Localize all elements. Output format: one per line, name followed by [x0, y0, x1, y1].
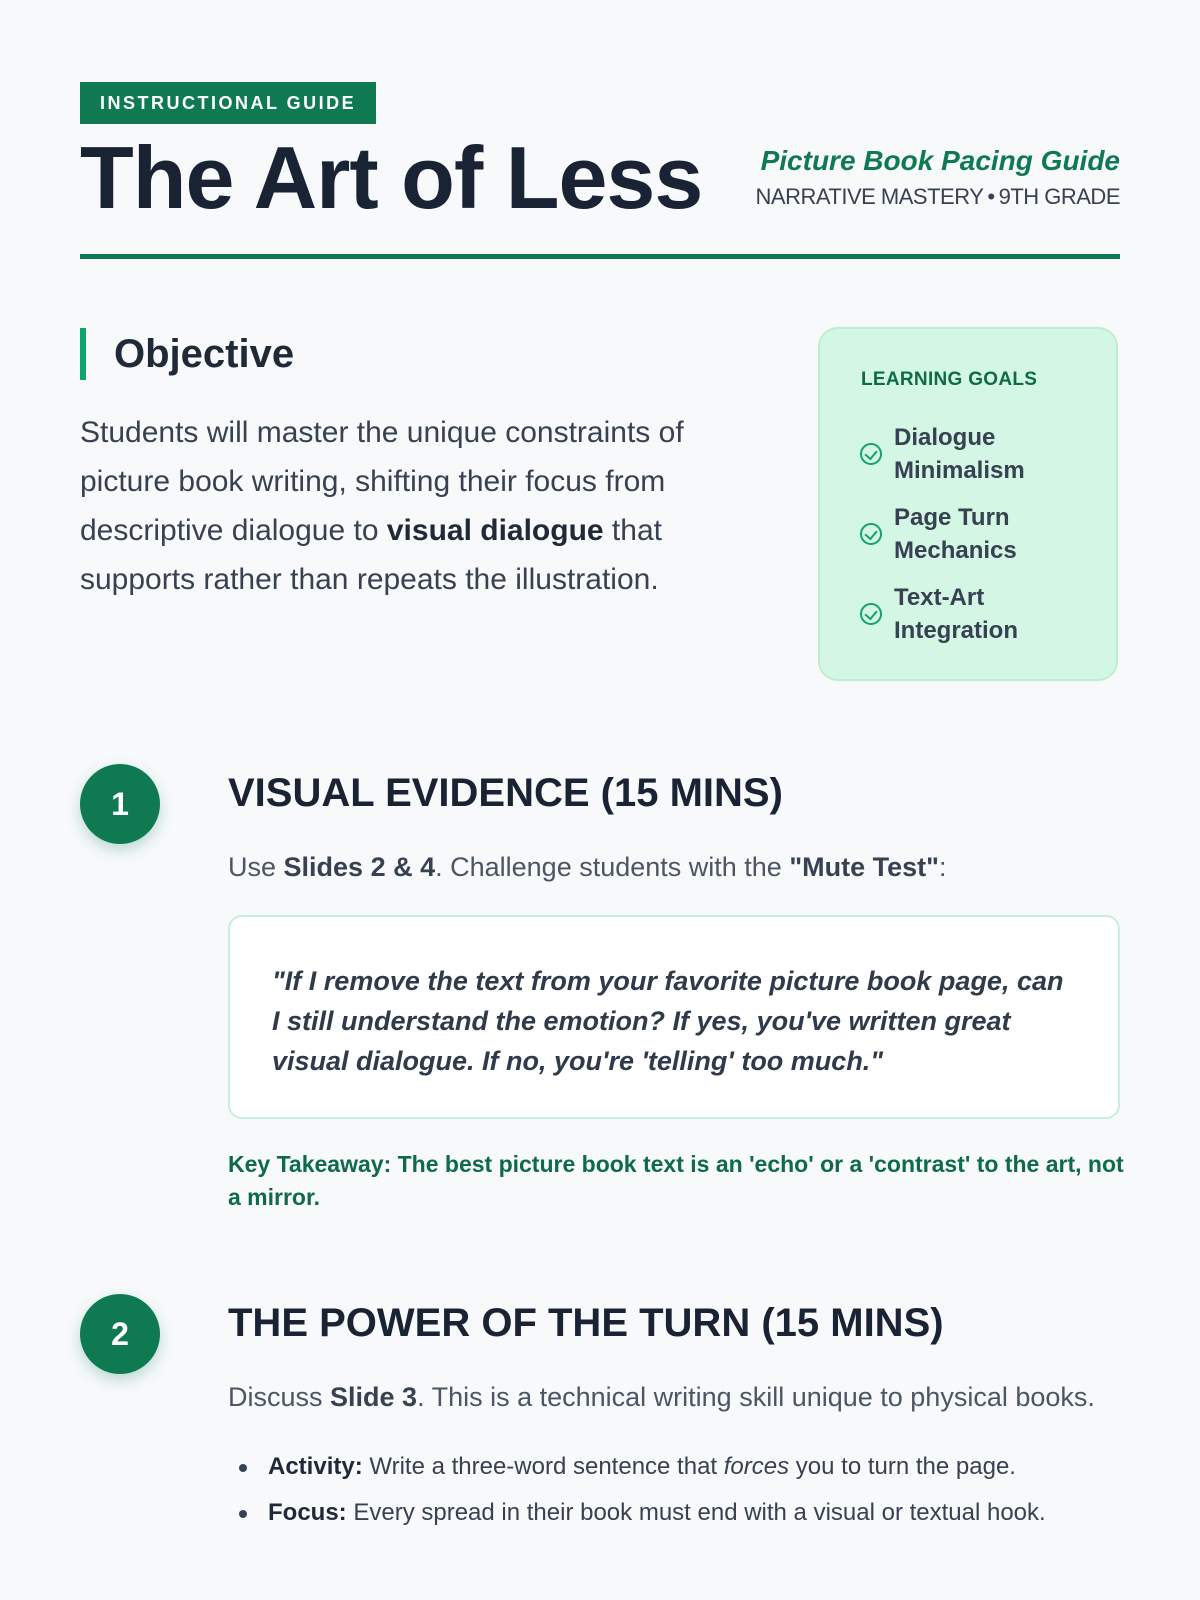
course-name: NARRATIVE MASTERY: [755, 184, 984, 209]
bullet-emphasis: forces: [723, 1453, 790, 1480]
check-circle-icon: [860, 603, 882, 625]
bullet-label: Focus:: [268, 1499, 347, 1526]
mute-test-quote: "If I remove the text from your favorite picture book page, can I still understand the emotion? If yes, you've written great visual dialogue. If no, you're 'telling' too much.": [272, 966, 1064, 1076]
objective-text-start: Students will master the unique constraints of picture book writing, shifting their focus from descriptive dialogue to: [80, 416, 684, 547]
course-meta: [756, 182, 1120, 212]
activity-list: [228, 1444, 1046, 1536]
learning-goals-title: LEARNING GOALS: [861, 369, 1038, 390]
check-circle-icon: [860, 523, 882, 545]
list-item: [228, 1490, 1046, 1536]
guide-subtitle: Picture Book Pacing Guide: [760, 145, 1120, 176]
step-number-badge: 1: [80, 764, 160, 844]
learning-goal-label: Dialogue Minimalism: [894, 424, 1025, 484]
objective-text-emphasis: visual dialogue: [386, 514, 604, 547]
list-item: [228, 1444, 1046, 1490]
mute-test-quote-box: [228, 915, 1120, 1119]
grade-level: 9TH GRADE: [998, 184, 1120, 209]
step-intro: [228, 1379, 1095, 1415]
step-intro-text: :: [938, 852, 947, 882]
page-title: The Art of Less: [80, 128, 703, 227]
step-intro-text: . This is a technical writing skill unique to physical books.: [417, 1382, 1095, 1412]
step-title: VISUAL EVIDENCE (15 MINS): [228, 771, 783, 815]
header-subtitle-block: [756, 144, 1120, 212]
step-intro-text: Discuss: [228, 1382, 331, 1412]
objective-text: [80, 408, 760, 604]
learning-goal-item: [860, 501, 1094, 567]
learning-goal-label: Text-Art Integration: [894, 584, 1018, 644]
objective-text-end: that supports rather than repeats the illustration.: [80, 514, 662, 596]
step-number-badge: 2: [80, 1294, 160, 1374]
learning-goal-label: Page Turn Mechanics: [894, 504, 1017, 564]
step-intro-text: . Challenge students with the: [435, 852, 790, 882]
bullet-text: Write a three-word sentence that: [362, 1453, 724, 1480]
bullet-text: Every spread in their book must end with a visual or textual hook.: [346, 1499, 1046, 1526]
learning-goal-item: [860, 581, 1094, 647]
learning-goals-card: [818, 327, 1118, 681]
meta-separator: •: [987, 184, 995, 209]
header-divider: [80, 254, 1120, 259]
bullet-label: Activity:: [268, 1453, 363, 1480]
objective-heading: Objective: [80, 328, 294, 380]
step-title: THE POWER OF THE TURN (15 MINS): [228, 1301, 944, 1345]
key-takeaway: Key Takeaway: The best picture book text is an 'echo' or a 'contrast' to the art, not a mirror.: [228, 1151, 1124, 1210]
step-intro: [228, 849, 946, 885]
mute-test-label: "Mute Test": [789, 852, 939, 882]
check-circle-icon: [860, 443, 882, 465]
bullet-text: you to turn the page.: [789, 1453, 1016, 1480]
learning-goal-item: [860, 421, 1094, 487]
slides-reference: Slides 2 & 4: [283, 852, 436, 882]
step-intro-text: Use: [228, 852, 284, 882]
slides-reference: Slide 3: [330, 1382, 418, 1412]
guide-badge: INSTRUCTIONAL GUIDE: [80, 82, 376, 124]
